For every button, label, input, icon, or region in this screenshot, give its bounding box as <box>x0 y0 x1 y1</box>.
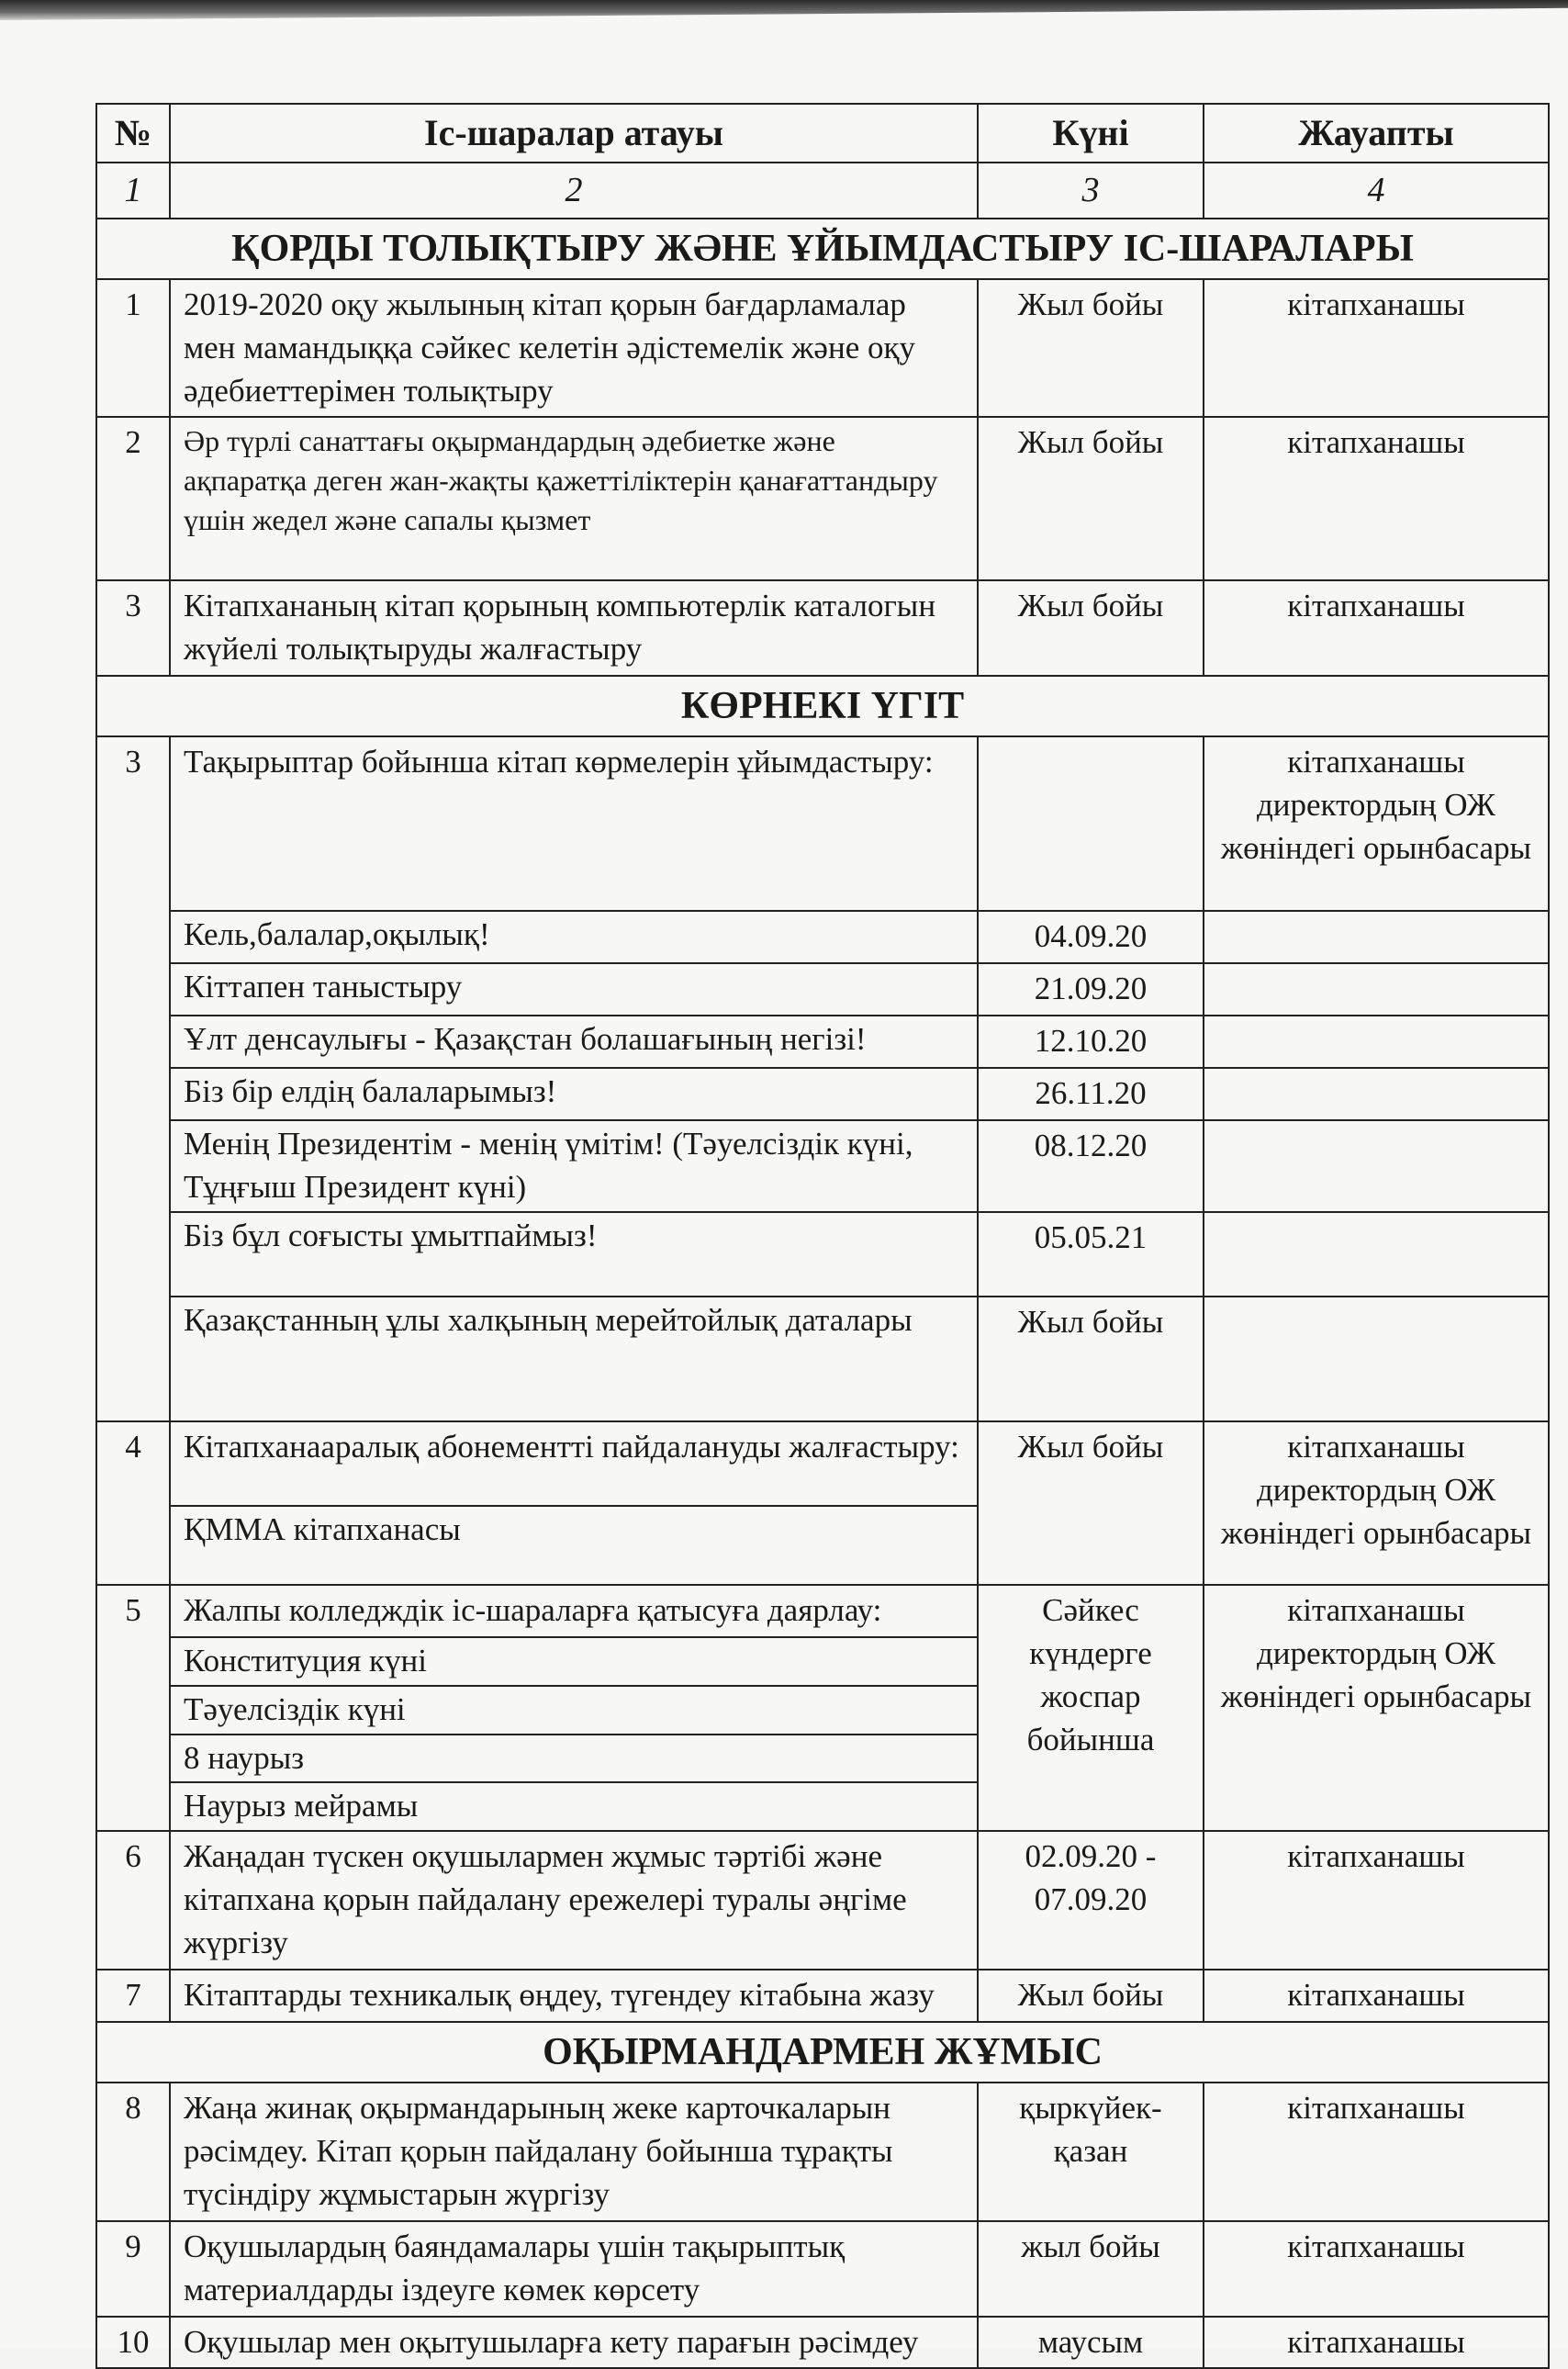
exhibit-name: Біз бұл соғысты ұмытпаймыз! <box>170 1212 978 1297</box>
row-number: 5 <box>96 1585 170 1831</box>
exhibit-name: Біз бір елдің балаларымыз! <box>170 1068 978 1120</box>
event-date: Сәйкес күндерге жоспар бойынша <box>978 1585 1204 1831</box>
exhibit-responsible <box>1204 1120 1549 1212</box>
exhibit-row <box>96 963 1549 1016</box>
row-number: 2 <box>96 417 170 580</box>
row-number: 10 <box>96 2317 170 2369</box>
exhibit-row <box>96 1016 1549 1068</box>
event-date: Жыл бойы <box>978 417 1204 580</box>
exhibit-row <box>96 1120 1549 1212</box>
row-number: 6 <box>96 1831 170 1970</box>
header-responsible: Жауапты <box>1204 104 1549 163</box>
exhibit-responsible <box>1204 963 1549 1016</box>
table-row <box>96 1421 1549 1506</box>
event-date: 02.09.20 - 07.09.20 <box>978 1831 1204 1970</box>
event-name: Кітапханааралық абонементті пайдалануды жалғастыру: <box>170 1421 978 1506</box>
table-row <box>96 736 1549 911</box>
header-number: № <box>96 104 170 163</box>
table-row <box>96 2083 1549 2221</box>
row-number: 9 <box>96 2221 170 2317</box>
event-responsible: кітапханашы директордың ОЖ жөніндегі орынбасары <box>1204 1421 1549 1585</box>
event-date: қыркүйек-қазан <box>978 2083 1204 2221</box>
section-visual-heading: КӨРНЕКІ ҮГІТ <box>96 676 1549 736</box>
section-heading-row <box>96 2022 1549 2083</box>
events-plan-table <box>95 103 1550 2369</box>
exhibit-row <box>96 911 1549 963</box>
row-number: 3 <box>96 736 170 1420</box>
exhibit-name: Кіттапен таныстыру <box>170 963 978 1016</box>
exhibit-date: 08.12.20 <box>978 1120 1204 1212</box>
event-responsible: кітапханашы директордың ОЖ жөніндегі орынбасары <box>1204 1585 1549 1831</box>
header-event-name: Іс-шаралар атауы <box>170 104 978 163</box>
event-responsible: кітапханашы <box>1204 2317 1549 2369</box>
event-name: Кітаптарды техникалық өңдеу, түгендеу кітабына жазу <box>170 1970 978 2022</box>
event-name: Жалпы колледждік іс-шараларға қатысуға даярлау: <box>170 1585 978 1637</box>
exhibit-responsible <box>1204 911 1549 963</box>
event-responsible: кітапханашы <box>1204 2083 1549 2221</box>
table-row <box>96 279 1549 418</box>
exhibit-row <box>96 1212 1549 1297</box>
event-name: Кітапхананың кітап қорының компьютерлік каталогын жүйелі толықтыруды жалғастыру <box>170 580 978 676</box>
exhibit-date: 04.09.20 <box>978 911 1204 963</box>
column-number-2: 2 <box>170 163 978 219</box>
sub-event-name: Тәуелсіздік күні <box>170 1686 978 1735</box>
table-row <box>96 2221 1549 2317</box>
exhibit-responsible <box>1204 1016 1549 1068</box>
table-row <box>96 1585 1549 1637</box>
event-name: Жаңадан түскен оқушылармен жұмыс тәртібі және кітапхана қорын пайдалану ережелері туралы әңгіме жүргізу <box>170 1831 978 1970</box>
event-name: Оқушылардың баяндамалары үшін тақырыптық материалдарды іздеуге көмек көрсету <box>170 2221 978 2317</box>
event-responsible: кітапханашы <box>1204 580 1549 676</box>
event-date: Жыл бойы <box>978 279 1204 418</box>
section-fund-heading: ҚОРДЫ ТОЛЫҚТЫРУ ЖӘНЕ ҰЙЫМДАСТЫРУ ІС-ШАРАЛАРЫ <box>96 219 1549 279</box>
column-number-3: 3 <box>978 163 1204 219</box>
event-responsible: кітапханашы <box>1204 417 1549 580</box>
exhibit-row <box>96 1068 1549 1120</box>
column-numbering-row <box>96 163 1549 219</box>
exhibit-date: Жыл бойы <box>978 1297 1204 1421</box>
row-number: 4 <box>96 1421 170 1585</box>
event-date: маусым <box>978 2317 1204 2369</box>
table-row <box>96 1970 1549 2022</box>
event-date: Жыл бойы <box>978 1970 1204 2022</box>
event-responsible: кітапханашы <box>1204 1831 1549 1970</box>
exhibit-responsible <box>1204 1212 1549 1297</box>
table-row <box>96 417 1549 580</box>
exhibit-date: 21.09.20 <box>978 963 1204 1016</box>
header-date: Күні <box>978 104 1204 163</box>
exhibit-date: 12.10.20 <box>978 1016 1204 1068</box>
exhibit-name: Ұлт денсаулығы - Қазақстан болашағының негізі! <box>170 1016 978 1068</box>
sub-event-name: ҚММА кітапханасы <box>170 1506 978 1585</box>
exhibit-date: 26.11.20 <box>978 1068 1204 1120</box>
exhibit-name: Кель,балалар,оқылық! <box>170 911 978 963</box>
exhibit-date: 05.05.21 <box>978 1212 1204 1297</box>
event-name: Оқушылар мен оқытушыларға кету парағын рәсімдеу <box>170 2317 978 2369</box>
table-row <box>96 2317 1549 2369</box>
table-header-row <box>96 104 1549 163</box>
section-readers-heading: ОҚЫРМАНДАРМЕН ЖҰМЫС <box>96 2022 1549 2083</box>
exhibit-name: Менің Президентім - менің үмітім! (Тәуелсіздік күні, Тұңғыш Президент күні) <box>170 1120 978 1212</box>
event-date: Жыл бойы <box>978 1421 1204 1585</box>
event-name: 2019-2020 оқу жылының кітап қорын бағдарламалар мен мамандыққа сәйкес келетін әдістемелік және оқу әдебиеттерімен толықтыру <box>170 279 978 418</box>
sub-event-name: Конституция күні <box>170 1637 978 1686</box>
exhibit-row <box>96 1297 1549 1421</box>
event-date: жыл бойы <box>978 2221 1204 2317</box>
sub-event-name: Наурыз мейрамы <box>170 1782 978 1831</box>
exhibit-responsible <box>1204 1297 1549 1421</box>
row-number: 8 <box>96 2083 170 2221</box>
scan-edge-shadow <box>0 0 1568 20</box>
event-name: Жаңа жинақ оқырмандарының жеке карточкаларын рәсімдеу. Кітап қорын пайдалану бойынша тұрақты түсіндіру жұмыстарын жүргізу <box>170 2083 978 2221</box>
event-date <box>978 736 1204 911</box>
event-date: Жыл бойы <box>978 580 1204 676</box>
event-responsible: кітапханашы <box>1204 279 1549 418</box>
row-number: 3 <box>96 580 170 676</box>
sub-event-name: 8 наурыз <box>170 1735 978 1783</box>
event-name: Әр түрлі санаттағы оқырмандардың әдебиетке және ақпаратқа деген жан-жақты қажеттіліктерін қанағаттандыру үшін жедел және сапалы қызмет <box>170 417 978 580</box>
row-number: 1 <box>96 279 170 418</box>
event-responsible: кітапханашы директордың ОЖ жөніндегі орынбасары <box>1204 736 1549 911</box>
column-number-1: 1 <box>96 163 170 219</box>
column-number-4: 4 <box>1204 163 1549 219</box>
event-responsible: кітапханашы <box>1204 1970 1549 2022</box>
exhibit-responsible <box>1204 1068 1549 1120</box>
event-responsible: кітапханашы <box>1204 2221 1549 2317</box>
row-number: 7 <box>96 1970 170 2022</box>
table-row <box>96 1831 1549 1970</box>
section-heading-row <box>96 219 1549 279</box>
event-name: Тақырыптар бойынша кітап көрмелерін ұйымдастыру: <box>170 736 978 911</box>
table-row <box>96 580 1549 676</box>
section-heading-row <box>96 676 1549 736</box>
exhibit-name: Қазақстанның ұлы халқының мерейтойлық даталары <box>170 1297 978 1421</box>
